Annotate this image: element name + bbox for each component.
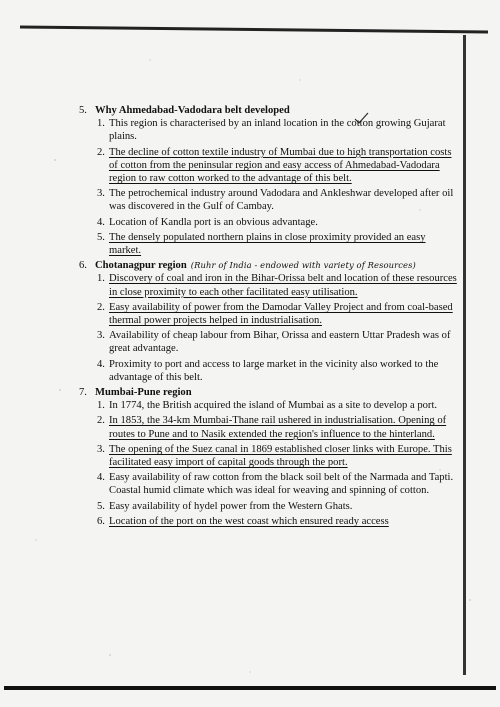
- list-item: [97, 231, 459, 257]
- list-item: [97, 329, 459, 355]
- section-6: [79, 259, 459, 384]
- item-text: Easy availability of hydel power from the Western Ghats.: [109, 500, 353, 512]
- item-text: The opening of the Suez canal in 1869 established closer links with Europe. This facilitated easy import of capital goods through the port.: [109, 443, 452, 469]
- item-text: This region is characterised by an inland location in the cotton growing Gujarat plains.: [109, 118, 446, 143]
- item-text: In 1853, the 34-km Mumbai-Thane rail ushered in industrialisation. Opening of routes to Pune and to Nasik extended the region's influence to the hinterland.: [109, 415, 447, 440]
- section-heading: [79, 259, 459, 272]
- list-item: [97, 358, 459, 384]
- handwritten-note: (Ruhr of India - endowed with variety of Resources): [190, 260, 416, 271]
- list-item: [97, 443, 459, 469]
- item-text: Availability of cheap labour from Bihar, Orissa and eastern Uttar Pradesh was of great advantage.: [109, 330, 451, 355]
- item-number: 2.: [97, 301, 105, 313]
- item-number: 5.: [97, 500, 105, 512]
- item-number: 3.: [97, 330, 105, 342]
- item-text: The petrochemical industry around Vadodara and Ankleshwar developed after oil was discovered in the Gulf of Cambay.: [109, 188, 454, 213]
- item-number: 2.: [97, 415, 105, 427]
- item-number: 1.: [97, 118, 105, 130]
- item-text: Proximity to port and access to large market in the vicinity also worked to the advantage of this belt.: [109, 358, 439, 383]
- list-item: [97, 414, 459, 440]
- section-number: 6.: [79, 260, 87, 272]
- item-number: 4.: [97, 472, 105, 484]
- list-item: [97, 515, 459, 528]
- list-item: [97, 117, 459, 143]
- list-item: [97, 146, 459, 186]
- list-item: [97, 500, 459, 513]
- item-number: 5.: [97, 231, 105, 243]
- section-7: [79, 386, 459, 528]
- item-list: [97, 272, 459, 384]
- item-number: 1.: [97, 400, 105, 412]
- item-number: 6.: [97, 515, 105, 527]
- item-list: [97, 117, 459, 257]
- section-title: Mumbai-Pune region: [95, 387, 192, 399]
- list-item: [97, 187, 459, 213]
- document-body: [79, 104, 459, 530]
- item-text: The decline of cotton textile industry of Mumbai due to high transportation costs of cotton from the peninsular region and easy access of Ahmedabad-Vadodara region to raw cotton worked to the advantage of this belt.: [109, 146, 452, 185]
- section-heading: [79, 104, 459, 117]
- item-text: The densely populated northern plains in close proximity provided an easy market.: [109, 231, 426, 257]
- item-text: In 1774, the British acquired the island of Mumbai as a site to develop a port.: [109, 400, 438, 412]
- item-number: 3.: [97, 188, 105, 200]
- item-list: [97, 399, 459, 528]
- item-text: Location of the port on the west coast which ensured ready access: [109, 515, 389, 527]
- item-number: 4.: [97, 216, 105, 228]
- list-item: [97, 216, 459, 229]
- list-item: [97, 272, 459, 298]
- item-text: Easy availability of power from the Damodar Valley Project and from coal-based thermal power projects helped in industrialisation.: [109, 301, 453, 327]
- item-text: Location of Kandla port is an obvious advantage.: [109, 216, 318, 228]
- section-title: Chotanagpur region: [95, 260, 187, 272]
- item-number: 1.: [97, 273, 105, 285]
- list-item: [97, 301, 459, 327]
- list-item: [97, 471, 459, 497]
- item-number: 3.: [97, 443, 105, 455]
- section-5: [79, 104, 459, 257]
- item-number: 2.: [97, 146, 105, 158]
- section-number: 7.: [79, 387, 87, 399]
- section-title: Why Ahmedabad-Vadodara belt developed: [95, 105, 290, 116]
- list-item: [97, 399, 459, 412]
- section-number: 5.: [79, 105, 87, 116]
- item-number: 4.: [97, 358, 105, 370]
- item-text: Discovery of coal and iron in the Bihar-Orissa belt and location of these resources in close proximity to each other facilitated easy utilisation.: [109, 273, 457, 298]
- item-text: Easy availability of raw cotton from the black soil belt of the Narmada and Tapti. Coastal humid climate which was ideal for weaving and spinning of cotton.: [109, 472, 454, 497]
- section-heading: [79, 386, 459, 399]
